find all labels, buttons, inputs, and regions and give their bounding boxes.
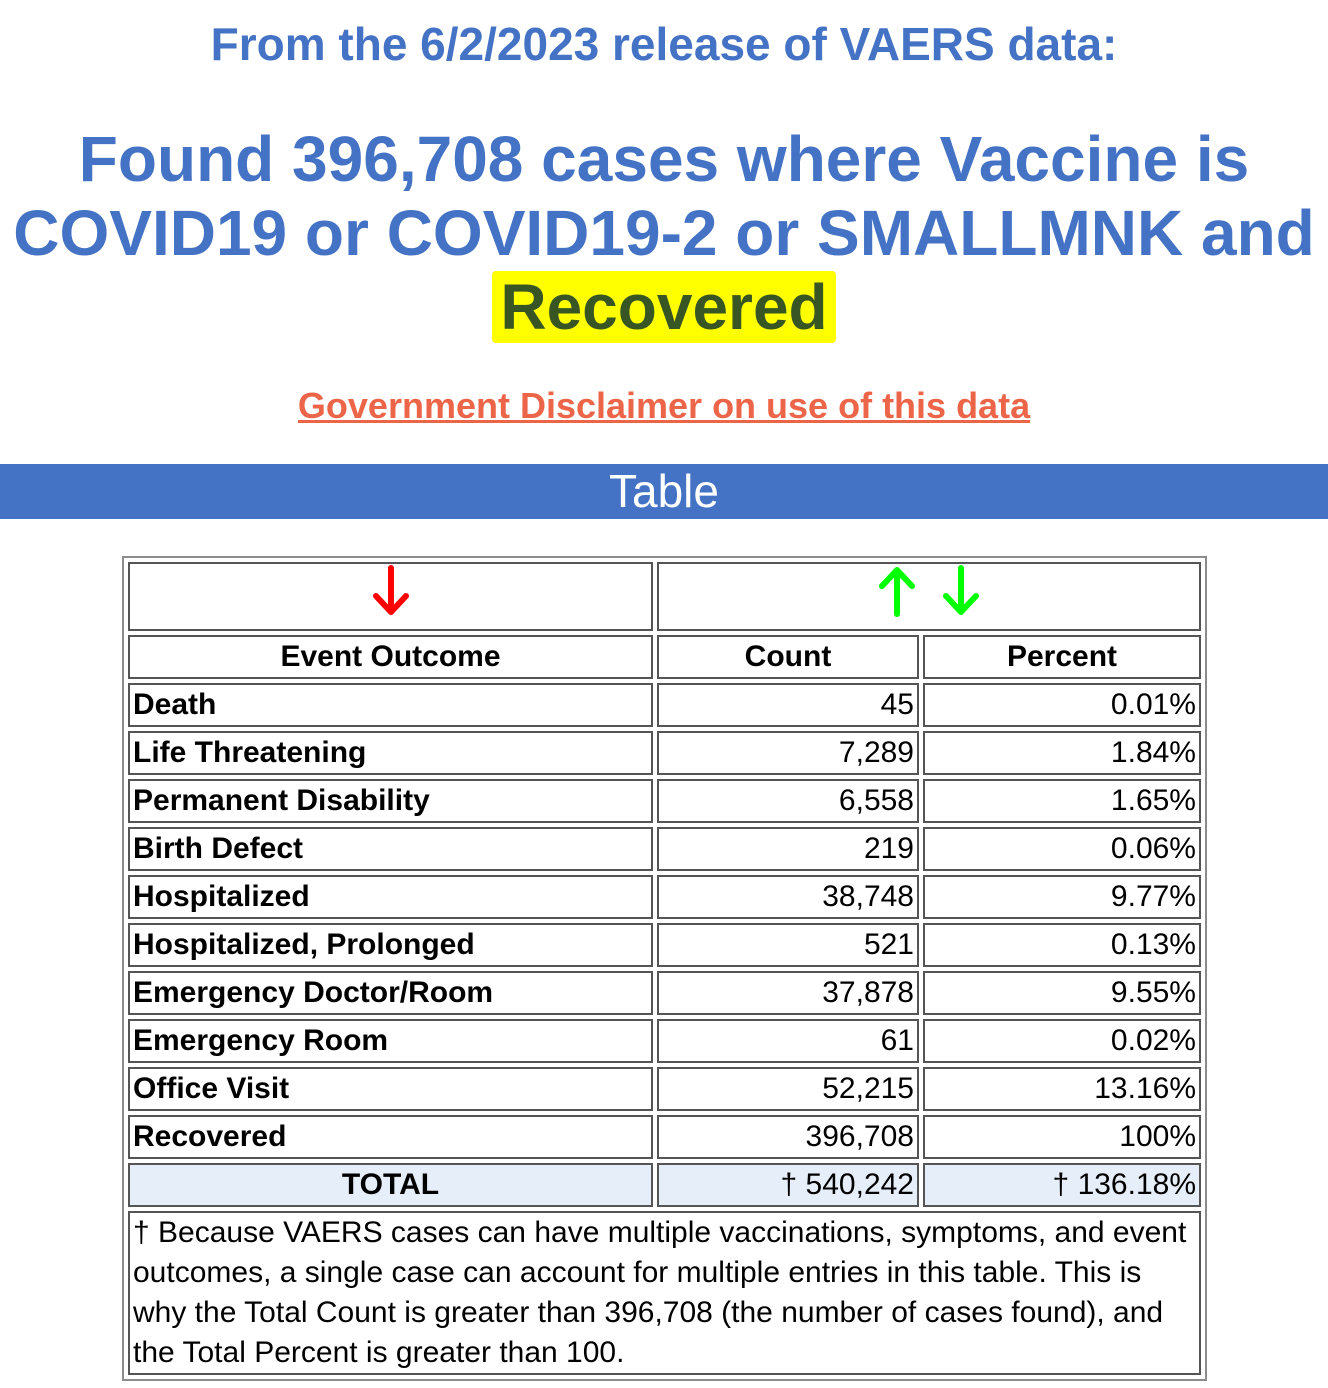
section-header-table: Table: [0, 464, 1328, 519]
percent-cell: 0.02%: [923, 1019, 1201, 1063]
headline-line-3: [0, 270, 1328, 344]
count-cell: 38,748: [657, 875, 919, 919]
outcome-cell: Hospitalized, Prolonged: [128, 923, 653, 967]
table-row: [128, 683, 1201, 727]
table-row: [128, 1115, 1201, 1159]
outcome-cell: Death: [128, 683, 653, 727]
count-cell: 7,289: [657, 731, 919, 775]
table-row: [128, 1067, 1201, 1111]
percent-cell: 13.16%: [923, 1067, 1201, 1111]
header-event-outcome: Event Outcome: [128, 635, 653, 679]
count-cell: 61: [657, 1019, 919, 1063]
headline-line-1: Found 396,708 cases where Vaccine is: [78, 123, 1250, 195]
table-row: [128, 923, 1201, 967]
total-percent: † 136.18%: [923, 1163, 1201, 1207]
sort-row: [128, 562, 1201, 631]
outcome-cell: Permanent Disability: [128, 779, 653, 823]
count-cell: 219: [657, 827, 919, 871]
percent-cell: 1.65%: [923, 779, 1201, 823]
count-cell: 45: [657, 683, 919, 727]
percent-cell: 0.06%: [923, 827, 1201, 871]
headline-line-2: COVID19 or COVID19-2 or SMALLMNK and: [13, 197, 1315, 269]
outcome-cell: Birth Defect: [128, 827, 653, 871]
percent-cell: 0.13%: [923, 923, 1201, 967]
results-table-container: [122, 556, 1207, 1381]
highlighted-outcome: Recovered: [492, 271, 835, 343]
footnote-text: † Because VAERS cases can have multiple vaccinations, symptoms, and event outcomes, a single case can account for multiple entries in this table. This is why the Total Count is greater than 396,708 (the number of cases found), and the Total Percent is greater than 100.: [133, 1216, 1187, 1369]
table-row: [128, 1019, 1201, 1063]
count-cell: 396,708: [657, 1115, 919, 1159]
outcome-sort-cell: [128, 562, 653, 631]
percent-cell: 1.84%: [923, 731, 1201, 775]
table-row: [128, 779, 1201, 823]
count-cell: 52,215: [657, 1067, 919, 1111]
footnote: [128, 1211, 1201, 1375]
total-row: [128, 1163, 1201, 1207]
header-percent: Percent: [923, 635, 1201, 679]
header-count: Count: [657, 635, 919, 679]
total-count: † 540,242: [657, 1163, 919, 1207]
arrow-up-green-icon[interactable]: [877, 564, 917, 629]
outcome-cell: Office Visit: [128, 1067, 653, 1111]
percent-cell: 0.01%: [923, 683, 1201, 727]
outcome-cell: Emergency Doctor/Room: [128, 971, 653, 1015]
total-label: TOTAL: [128, 1163, 653, 1207]
page-title: [0, 122, 1328, 344]
outcome-cell: Emergency Room: [128, 1019, 653, 1063]
percent-cell: 100%: [923, 1115, 1201, 1159]
disclaimer-container: [0, 384, 1328, 428]
arrow-down-red-icon[interactable]: [371, 564, 411, 629]
event-outcome-table: [122, 556, 1207, 1381]
arrow-down-green-icon[interactable]: [941, 564, 981, 629]
count-cell: 37,878: [657, 971, 919, 1015]
count-cell: 521: [657, 923, 919, 967]
table-header-row: [128, 635, 1201, 679]
table-row: [128, 731, 1201, 775]
outcome-cell: Life Threatening: [128, 731, 653, 775]
table-row: [128, 971, 1201, 1015]
table-row: [128, 827, 1201, 871]
count-sort-cell: [657, 562, 1201, 631]
percent-cell: 9.55%: [923, 971, 1201, 1015]
table-row: [128, 875, 1201, 919]
percent-cell: 9.77%: [923, 875, 1201, 919]
outcome-cell: Hospitalized: [128, 875, 653, 919]
government-disclaimer-link[interactable]: Government Disclaimer on use of this data: [297, 385, 1031, 426]
outcome-cell: Recovered: [128, 1115, 653, 1159]
release-heading: From the 6/2/2023 release of VAERS data:: [210, 18, 1118, 70]
count-cell: 6,558: [657, 779, 919, 823]
footnote-row: [128, 1211, 1201, 1375]
